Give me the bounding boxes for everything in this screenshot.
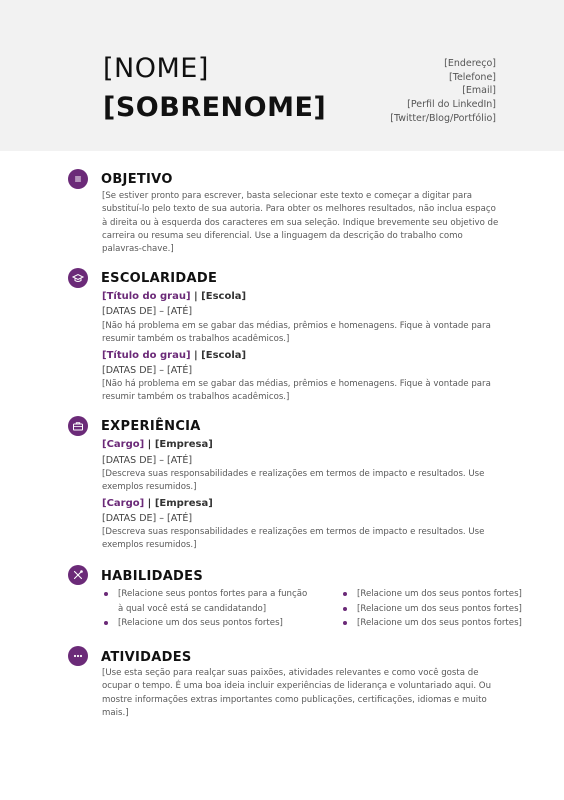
more-dots-icon [68, 646, 88, 666]
last-name[interactable]: [SOBRENOME] [103, 92, 327, 123]
bullet-icon [343, 607, 347, 611]
experience-dates[interactable]: [DATAS DE] – [ATÉ] [102, 513, 193, 524]
experience-entry-heading[interactable] [102, 498, 213, 509]
graduation-cap-icon [68, 268, 88, 288]
skill-text: [Relacione um dos seus pontos fortes] [118, 618, 283, 628]
education-dates[interactable]: [DATAS DE] – [ATÉ] [102, 306, 193, 317]
experience-entry-heading[interactable] [102, 439, 213, 450]
education-description[interactable]: [Não há problema em se gabar das médias, prêmios e homenagens. Fique à vontade para resumir também os trabalhos acadêmicos.] [102, 321, 491, 345]
education-dates[interactable]: [DATAS DE] – [ATÉ] [102, 365, 193, 376]
resume-header [0, 0, 564, 151]
skill-text: [Relacione um dos seus pontos fortes] [357, 603, 522, 614]
skill-text: [Relacione um dos seus pontos fortes] [357, 589, 522, 599]
skill-item[interactable] [343, 602, 533, 617]
skill-text: [Relacione seus pontos fortes para a função à qual você está se candidatando] [118, 589, 308, 614]
skills-list-left [104, 587, 309, 631]
separator: | [144, 439, 155, 450]
objective-title: OBJETIVO [101, 172, 173, 187]
bullet-icon [104, 592, 108, 596]
experience-dates[interactable]: [DATAS DE] – [ATÉ] [102, 455, 193, 466]
activities-text[interactable]: [Use esta seção para realçar suas paixões, atividades relevantes e como você gosta de ocupar o tempo. É uma boa ideia incluir experiências de liderança e voluntariado aqui. Ou mostre informações extras importantes como publicações, certificações, idiomas e muito mais.] [102, 668, 492, 718]
tools-icon [68, 565, 88, 585]
company-name: [Empresa] [154, 439, 213, 450]
skill-item[interactable] [343, 616, 533, 631]
bullet-icon [343, 592, 347, 596]
experience-description[interactable]: [Descreva suas responsabilidades e realizações em termos de impacto e resultados. Use exemplos resumidos.] [102, 469, 485, 493]
separator: | [190, 291, 202, 302]
skills-list-right [343, 587, 533, 631]
skill-item[interactable] [343, 587, 533, 602]
bullet-icon [104, 621, 108, 625]
activities-title: ATIVIDADES [101, 650, 192, 665]
contact-phone[interactable]: [Telefone] [449, 71, 496, 83]
school-name: [Escola] [201, 291, 247, 302]
education-title: ESCOLARIDADE [101, 271, 218, 286]
skill-text: [Relacione um dos seus pontos fortes] [357, 618, 522, 628]
school-name: [Escola] [201, 350, 247, 361]
contact-info [390, 57, 496, 126]
job-title: [Cargo] [102, 439, 145, 450]
company-name: [Empresa] [154, 498, 213, 509]
education-entry-heading[interactable] [102, 291, 246, 302]
bullet-icon [343, 621, 347, 625]
first-name[interactable]: [NOME] [103, 53, 209, 84]
contact-address[interactable]: [Endereço] [444, 58, 496, 69]
job-title: [Cargo] [102, 498, 145, 509]
experience-title: EXPERIÊNCIA [101, 419, 201, 434]
objective-text[interactable]: [Se estiver pronto para escrever, basta selecionar este texto e começar a digitar para substituí-lo pelo texto de sua autoria. Para obter os melhores resultados, não inclua espaço à direita ou à esquerda dos caracteres em sua seleção. Indique brevemente seu objetivo de carreira ou resuma seu diferencial. Use a linguagem da descrição do trabalho como palavras-chave.] [102, 191, 499, 255]
briefcase-icon [68, 416, 88, 436]
separator: | [144, 498, 155, 509]
degree-title: [Título do grau] [102, 291, 191, 302]
contact-email[interactable]: [Email] [462, 85, 496, 97]
contact-linkedin[interactable]: [Perfil do LinkedIn] [407, 99, 496, 111]
contact-portfolio[interactable]: [Twitter/Blog/Portfólio] [390, 112, 496, 124]
education-entry-heading[interactable] [102, 350, 246, 361]
experience-description[interactable]: [Descreva suas responsabilidades e realizações em termos de impacto e resultados. Use exemplos resumidos.] [102, 527, 485, 551]
degree-title: [Título do grau] [102, 350, 191, 361]
separator: | [190, 350, 202, 361]
skill-item[interactable] [104, 587, 309, 616]
skills-title: HABILIDADES [101, 569, 203, 584]
skill-item[interactable] [104, 616, 309, 631]
list-icon [68, 169, 88, 189]
education-description[interactable]: [Não há problema em se gabar das médias, prêmios e homenagens. Fique à vontade para resumir também os trabalhos acadêmicos.] [102, 379, 491, 403]
